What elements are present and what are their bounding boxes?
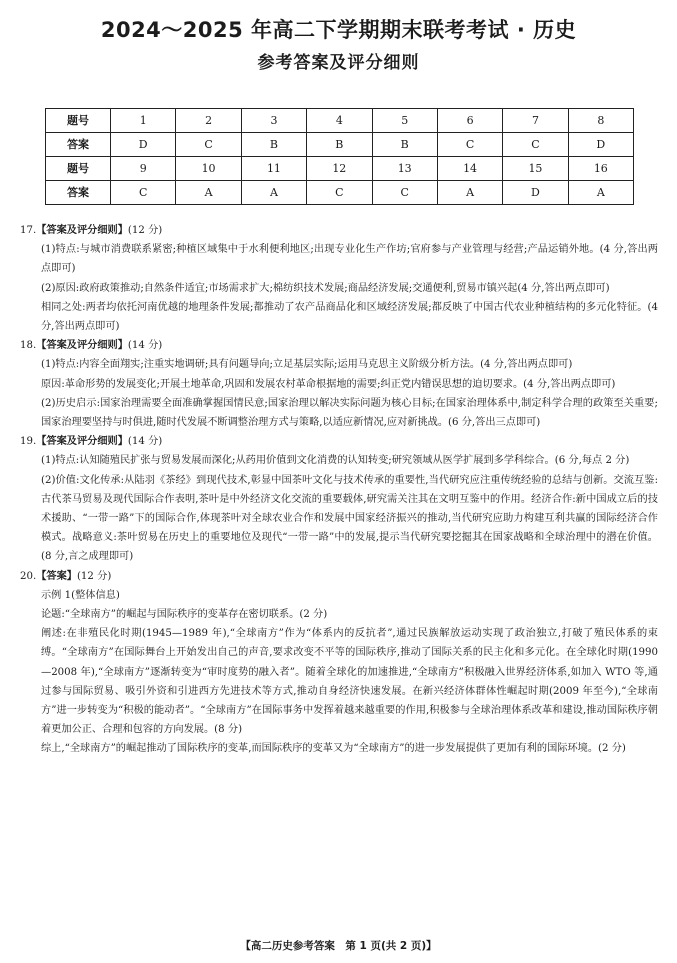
answer-cell: C xyxy=(503,133,568,157)
answer-cell: D xyxy=(111,133,176,157)
question-number-row xyxy=(46,109,634,133)
question-19-heading xyxy=(20,432,658,451)
answer-row xyxy=(46,133,634,157)
answer-paragraph: (2)价值:文化传承:从陆羽《茶经》到现代技术,彰显中国茶叶文化与技术传承的重要性,当代研究应注重传统经验的总结与创新。交流互鉴:古代茶马贸易及现代国际合作表明,茶叶是中外经济文化交流的重要载体,研究需关注其在文明互鉴中的作用。经济合作:新中国成立后的技术援助、“一带一路”下的国际合作,体现茶叶对全球农业合作和发展中国家经济振兴的推动,当代研究应助力构建互利共赢的国际经济合作模式。战略意义:茶叶贸易在历史上的重要地位及现代“一带一路”中的发展,提示当代研究要挖掘其在国家战略和全球治理中的潜在价值。(8 分,言之成理即可) xyxy=(41,474,658,563)
answer-table xyxy=(45,108,634,205)
answer-cell: A xyxy=(241,181,306,205)
answer-label: 答案 xyxy=(46,133,111,157)
answer-label: 答案 xyxy=(46,181,111,205)
answer-paragraph: (1)特点:内容全面翔实;注重实地调研;具有问题导向;立足基层实际;运用马克思主义阶级分析方法。(4 分,答出两点即可) xyxy=(41,359,573,371)
question-18-heading xyxy=(20,336,658,355)
question-17-heading xyxy=(20,221,658,240)
question-label: 题号 xyxy=(46,157,111,181)
question-score: (12 分) xyxy=(76,570,112,582)
question-number: 7 xyxy=(503,109,568,133)
answer-cell: C xyxy=(372,181,437,205)
answer-paragraph: (2)原因:政府政策推动;自然条件适宜;市场需求扩大;棉纺织技术发展;商品经济发展;交通便利,贸易市镇兴起(4 分,答出两点即可) xyxy=(41,282,610,294)
question-number: 13 xyxy=(372,157,437,181)
question-19-section xyxy=(20,432,658,566)
answer-cell: C xyxy=(176,133,241,157)
question-number: 14 xyxy=(437,157,502,181)
question-number: 16 xyxy=(568,157,633,181)
question-number: 4 xyxy=(307,109,372,133)
question-number: 5 xyxy=(372,109,437,133)
question-heading-label: 【答案】 xyxy=(36,570,77,582)
answer-cell: C xyxy=(111,181,176,205)
question-17-section xyxy=(20,221,658,336)
answer-cell: A xyxy=(176,181,241,205)
question-number: 6 xyxy=(437,109,502,133)
question-score: (14 分) xyxy=(127,340,163,352)
answer-cell: B xyxy=(372,133,437,157)
question-number: 15 xyxy=(503,157,568,181)
answer-content xyxy=(20,221,658,759)
answer-cell: A xyxy=(568,181,633,205)
question-number: 18. xyxy=(20,340,37,352)
answer-paragraph: 相同之处:两者均依托河南优越的地理条件发展;都推动了农产品商品化和区域经济发展;都反映了中国古代农业种植结构的多元化特征。(4 分,答出两点即可) xyxy=(41,301,658,333)
answer-cell: D xyxy=(503,181,568,205)
exam-title: 2024～2025 年高二下学期期末联考考试 · 历史 xyxy=(100,18,577,42)
question-heading-label: 【答案及评分细则】 xyxy=(36,225,128,236)
question-number: 3 xyxy=(241,109,306,133)
question-number: 19. xyxy=(20,436,37,448)
thesis-paragraph: 论题:“全球南方”的崛起与国际秩序的变革存在密切联系。(2 分) xyxy=(41,609,328,621)
answer-cell: C xyxy=(307,181,372,205)
answer-cell: C xyxy=(437,133,502,157)
exam-subtitle: 参考答案及评分细则 xyxy=(257,53,420,73)
example-label: 示例 1(整体信息) xyxy=(41,589,120,601)
question-heading-label: 【答案及评分细则】 xyxy=(36,436,128,448)
question-20-heading xyxy=(20,567,658,586)
page-footer: 【高二历史参考答案 第 1 页(共 2 页)】 xyxy=(240,940,437,952)
answer-paragraph: (1)特点:认知随殖民扩张与贸易发展而深化;从药用价值到文化消费的认知转变;研究领域从医学扩展到多学科综合。(6 分,每点 2 分) xyxy=(41,455,630,467)
answer-row xyxy=(46,181,634,205)
answer-cell: B xyxy=(241,133,306,157)
answer-cell: A xyxy=(437,181,502,205)
question-number: 17. xyxy=(20,225,37,236)
question-heading-label: 【答案及评分细则】 xyxy=(36,340,128,352)
question-score: (12 分) xyxy=(127,225,163,236)
elaboration-paragraph: 阐述:在非殖民化时期(1945—1989 年),“全球南方”作为“体系内的反抗者”,通过民族解放运动实现了政治独立,打破了殖民体系的束缚。“全球南方”在国际舞台上开始发出自己的声音,要求改变不平等的国际秩序,推动了国际关系的民主化和多元化。在全球化时期(1990—2008 年),“全球南方”逐渐转变为“审时度势的融入者”。随着全球化的加速推进,“全球南方”积极融入世界经济体系,如加入 WTO 等,通过参与国际贸易、吸引外资和引进西方先进技术等方式,推动自身经济快速发展。在新兴经济体群体性崛起时期(2009 年至今),“全球南方”进一步转变为“积极的能动者”。“全球南方”在国际事务中发挥着越来越重要的作用,积极参与全球治理体系改革和建设,推动国际秩序朝着更加公正、合理和包容的方向发展。(8 分) xyxy=(41,628,658,736)
answer-paragraph: (2)历史启示:国家治理需要全面准确掌握国情民意;国家治理以解决实际问题为核心目标;在国家治理体系中,制定科学合理的政策至关重要;国家治理要坚持与时俱进,随时代发展不断调整治理方式与策略,以适应新情况,应对新挑战。(6 分,答出三点即可) xyxy=(41,397,658,429)
answer-cell: D xyxy=(568,133,633,157)
question-number: 11 xyxy=(241,157,306,181)
question-label: 题号 xyxy=(46,109,111,133)
question-number: 10 xyxy=(176,157,241,181)
question-number-row xyxy=(46,157,634,181)
answer-paragraph: 原因:革命形势的发展变化;开展土地革命,巩固和发展农村革命根据地的需要;纠正党内错误思想的迫切要求。(4 分,答出两点即可) xyxy=(41,378,616,390)
conclusion-paragraph: 综上,“全球南方”的崛起推动了国际秩序的变革,而国际秩序的变革又为“全球南方”的进一步发展提供了更加有利的国际环境。(2 分) xyxy=(41,743,626,755)
answer-cell: B xyxy=(307,133,372,157)
question-number: 2 xyxy=(176,109,241,133)
question-number: 12 xyxy=(307,157,372,181)
answer-paragraph: (1)特点:与城市消费联系紧密;种植区域集中于水利便利地区;出现专业化生产作坊;官府参与产业管理与经营;产品运销外地。(4 分,答出两点即可) xyxy=(41,244,658,275)
question-number: 9 xyxy=(111,157,176,181)
question-number: 20. xyxy=(20,570,37,582)
question-18-section xyxy=(20,336,658,432)
question-score: (14 分) xyxy=(127,436,163,448)
question-20-section xyxy=(20,567,658,759)
question-number: 1 xyxy=(111,109,176,133)
question-number: 8 xyxy=(568,109,633,133)
